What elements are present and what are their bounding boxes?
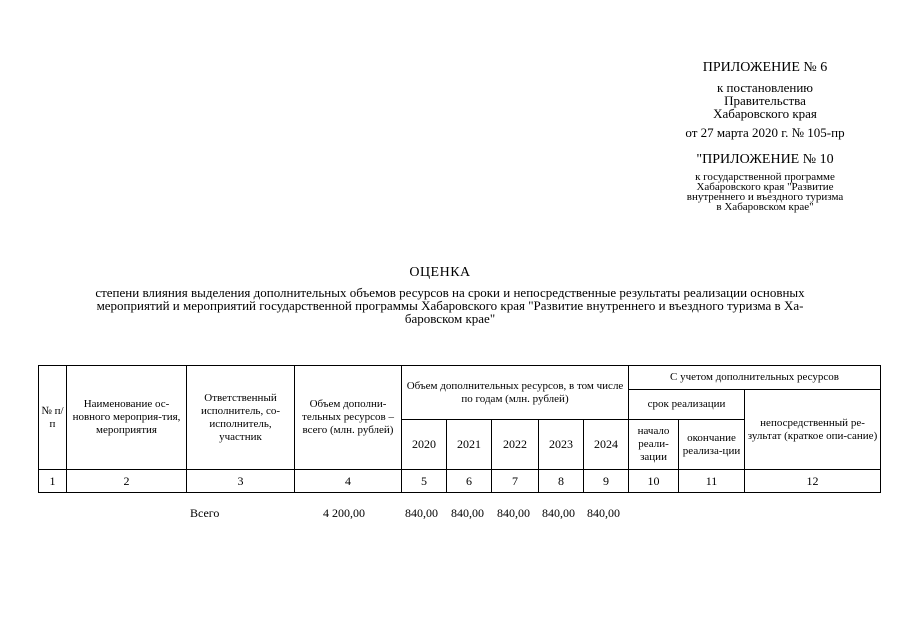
- region: Хабаровского края: [713, 106, 817, 121]
- header-year-2022: 2022: [492, 420, 539, 470]
- total-2020: 840,00: [405, 506, 438, 520]
- column-number: 11: [679, 470, 745, 493]
- header-by-year: Объем дополнительных ресурсов, в том числе по годам (млн. рублей): [402, 366, 629, 420]
- column-number: 1: [39, 470, 67, 493]
- column-number: 7: [492, 470, 539, 493]
- header-total: Объем дополни-тельных ресурсов – всего (млн. рублей): [295, 366, 402, 470]
- document-desc-line1: степени влияния выделения дополнительных объемов ресурсов на сроки и непосредственные результаты реализации основных: [95, 285, 805, 300]
- total-2024: 840,00: [587, 506, 620, 520]
- column-number: 6: [447, 470, 492, 493]
- sub-appendix-line1: к государственной программе: [695, 171, 835, 183]
- column-number: 2: [67, 470, 187, 493]
- column-number: 9: [584, 470, 629, 493]
- total-2022: 840,00: [497, 506, 530, 520]
- resources-table: [38, 365, 881, 493]
- document-desc-line2: мероприятий и мероприятий государственной программы Хабаровского края "Развитие внутреннего и въездного туризма в Ха-: [96, 298, 804, 313]
- column-number: 3: [187, 470, 295, 493]
- appendix-title: ПРИЛОЖЕНИЕ № 6: [702, 60, 828, 75]
- header-name: Наименование ос-новного мероприя-тия, мероприятия: [67, 366, 187, 470]
- column-number: 5: [402, 470, 447, 493]
- column-number: 8: [539, 470, 584, 493]
- header-executor: Ответственный исполнитель, со-исполнитель, участник: [187, 366, 295, 470]
- header-num: № п/п: [39, 366, 67, 470]
- sub-appendix-line2: Хабаровского края "Развитие: [696, 181, 834, 193]
- sub-appendix-title: "ПРИЛОЖЕНИЕ № 10: [696, 152, 834, 167]
- sub-appendix-line3: внутреннего и въездного туризма: [686, 191, 844, 203]
- total-label: Всего: [190, 506, 220, 520]
- column-numbers-row: [39, 470, 881, 493]
- header-with-resources: С учетом дополнительных ресурсов: [629, 366, 881, 390]
- header-year-2024: 2024: [584, 420, 629, 470]
- document-title: ОЦЕНКА: [409, 265, 471, 280]
- header-year-2023: 2023: [539, 420, 584, 470]
- column-number: 4: [295, 470, 402, 493]
- document-desc-line3: баровском крае": [404, 311, 496, 326]
- total-value: 4 200,00: [323, 506, 365, 520]
- header-start: начало реали-зации: [629, 420, 679, 470]
- to-resolution: к постановлению: [716, 80, 814, 95]
- column-number: 10: [629, 470, 679, 493]
- government: Правительства: [724, 93, 806, 108]
- date-number: от 27 марта 2020 г. № 105-пр: [685, 125, 845, 140]
- total-2021: 840,00: [451, 506, 484, 520]
- header-end: окончание реализа-ции: [679, 420, 745, 470]
- header-period: срок реализации: [629, 390, 745, 420]
- header-year-2021: 2021: [447, 420, 492, 470]
- total-2023: 840,00: [542, 506, 575, 520]
- header-result: непосредственный ре-зультат (краткое опи-сание): [745, 390, 881, 470]
- sub-appendix-line4: в Хабаровском крае": [716, 201, 814, 213]
- header-year-2020: 2020: [402, 420, 447, 470]
- column-number: 12: [745, 470, 881, 493]
